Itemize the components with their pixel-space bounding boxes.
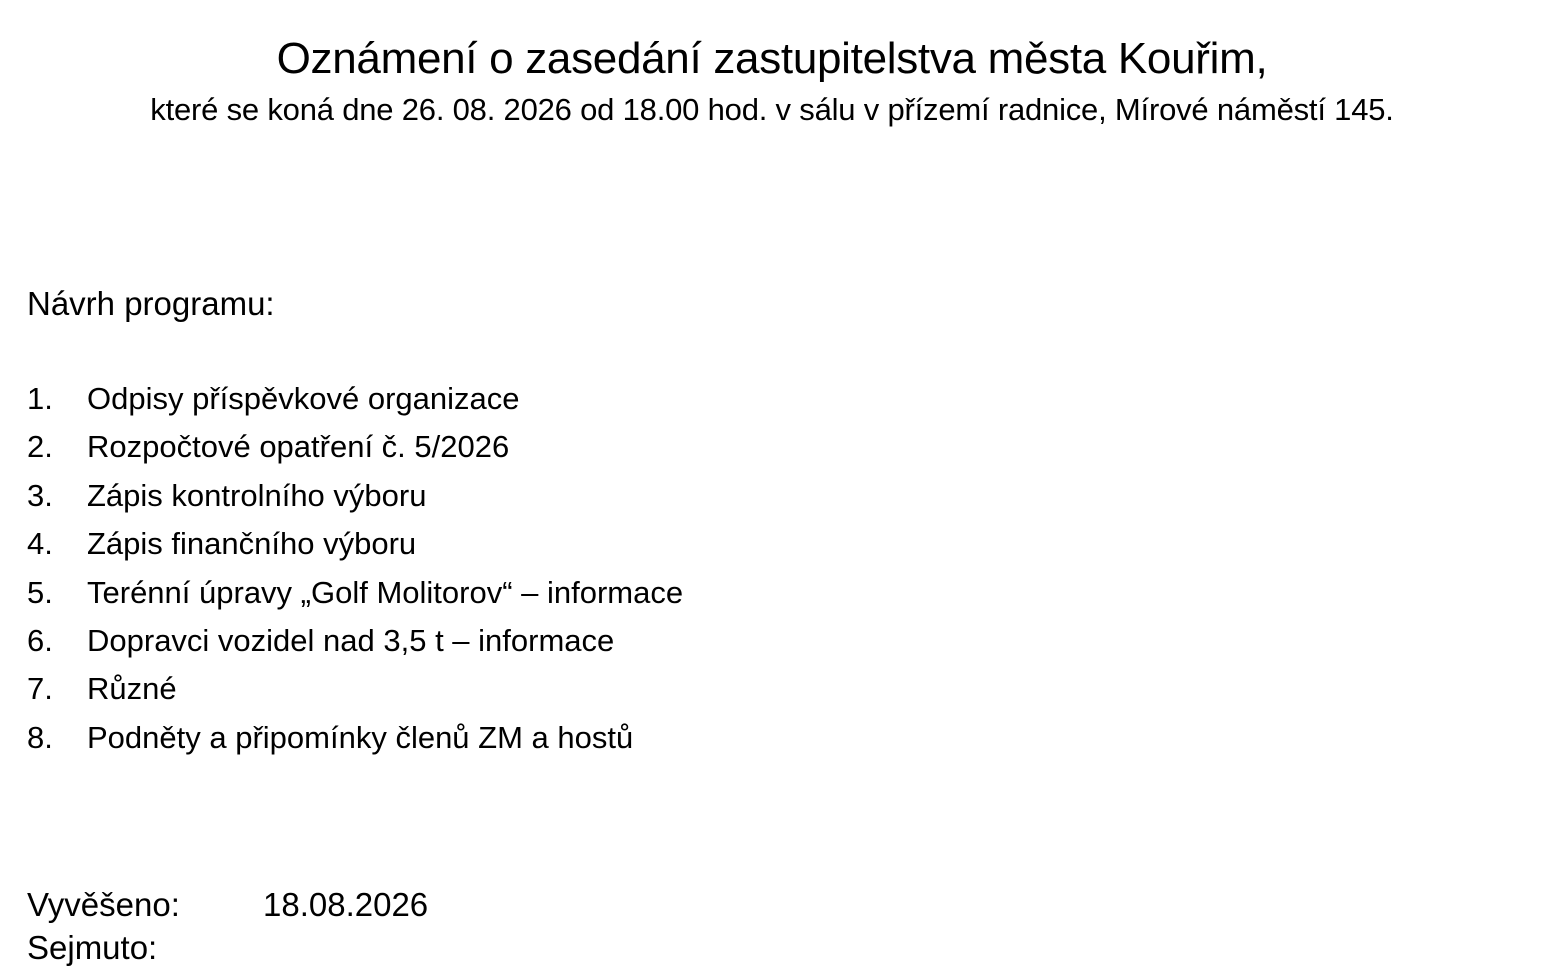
agenda-item-number: 5. — [27, 574, 53, 610]
agenda-item-text: Rozpočtové opatření č. 5/2026 — [87, 429, 510, 465]
agenda-item-number: 1. — [27, 381, 53, 416]
agenda-item-number: 8. — [27, 719, 53, 755]
agenda-item — [27, 378, 683, 426]
agenda-item-text: Zápis kontrolního výboru — [87, 477, 427, 513]
agenda-item-text: Dopravci vozidel nad 3,5 t – informace — [87, 622, 615, 658]
agenda-item — [27, 523, 683, 571]
agenda-item-number: 7. — [27, 671, 53, 707]
removed-label: Sejmuto: — [27, 929, 158, 966]
agenda-item — [27, 572, 683, 620]
agenda-item — [27, 717, 683, 765]
notice-subtitle: které se koná dne 26. 08. 2026 od 18.00 hod. v sálu v přízemí radnice, Mírové náměstí 145. — [150, 92, 1394, 127]
agenda-list — [27, 378, 683, 765]
agenda-item-text: Odpisy příspěvkové organizace — [87, 381, 520, 416]
program-heading: Návrh programu: — [27, 285, 275, 322]
notice-title: Oznámení o zasedání zastupitelstva města Kouřim, — [276, 34, 1268, 83]
agenda-item — [27, 620, 683, 668]
agenda-item-text: Terénní úpravy „Golf Molitorov“ – informace — [87, 574, 684, 610]
agenda-item-number: 6. — [27, 622, 53, 658]
agenda-item-number: 3. — [27, 477, 53, 513]
agenda-item-number: 4. — [27, 526, 53, 562]
posted-row — [27, 884, 428, 926]
posted-date: 18.08.2026 — [263, 886, 429, 923]
agenda-item-text: Zápis finančního výboru — [87, 526, 417, 562]
agenda-item-number: 2. — [27, 429, 53, 465]
agenda-item-text: Různé — [87, 671, 177, 707]
agenda-item — [27, 668, 683, 716]
agenda-item-text: Podněty a připomínky členů ZM a hostů — [87, 719, 634, 755]
agenda-item — [27, 426, 683, 474]
agenda-item — [27, 475, 683, 523]
posted-label: Vyvěšeno: — [27, 886, 180, 923]
